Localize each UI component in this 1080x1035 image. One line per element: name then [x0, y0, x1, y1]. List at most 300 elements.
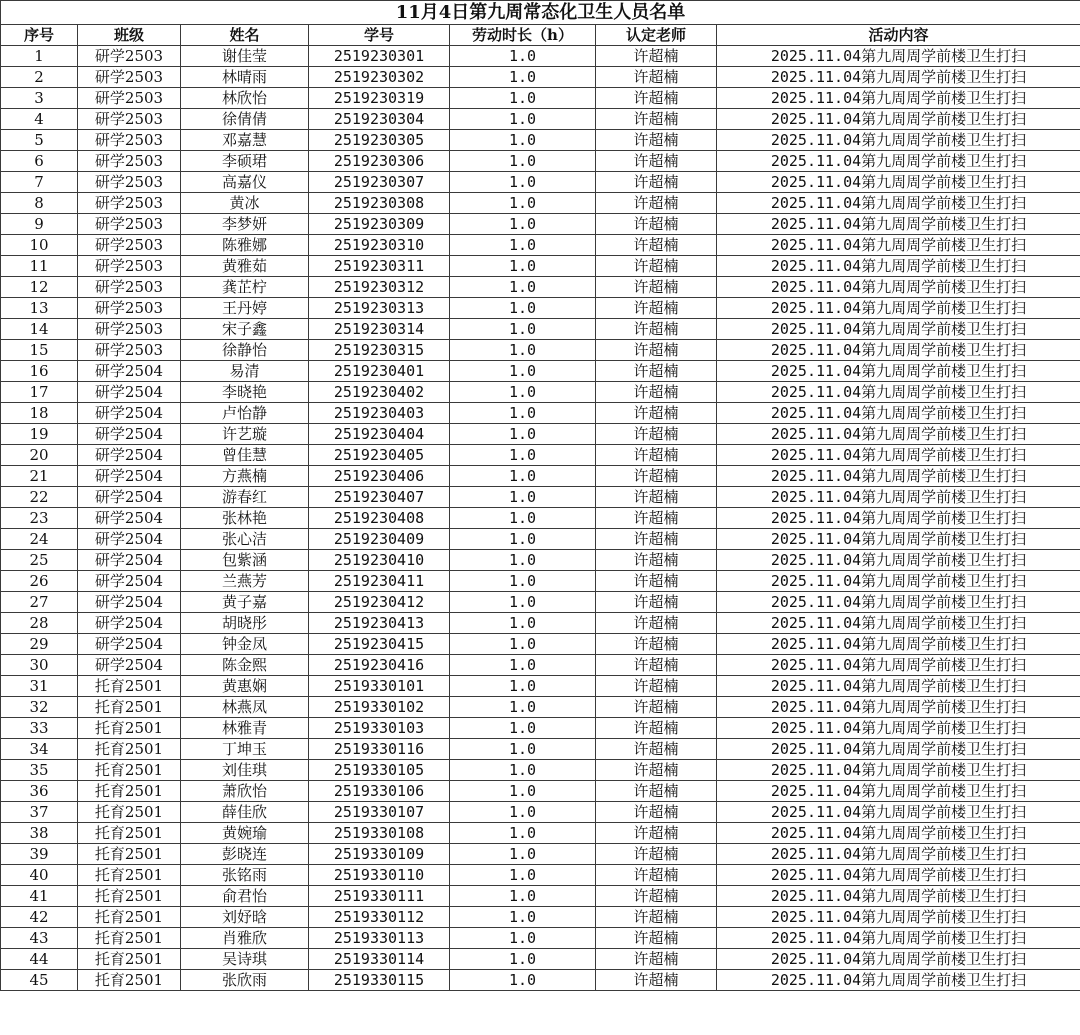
cell-activity: 2025.11.04第九周周学前楼卫生打扫: [717, 46, 1080, 67]
cell-activity: 2025.11.04第九周周学前楼卫生打扫: [717, 235, 1080, 256]
cell-name: 丁坤玉: [181, 739, 309, 760]
cell-class: 托育2501: [78, 886, 181, 907]
cell-teacher: 许超楠: [596, 571, 717, 592]
cell-name: 李晓艳: [181, 382, 309, 403]
cell-student-id: 2519230319: [309, 88, 450, 109]
cell-hours: 1.0: [450, 613, 596, 634]
cell-name: 刘妤晗: [181, 907, 309, 928]
cell-activity: 2025.11.04第九周周学前楼卫生打扫: [717, 403, 1080, 424]
cell-class: 托育2501: [78, 802, 181, 823]
cell-hours: 1.0: [450, 130, 596, 151]
cell-activity: 2025.11.04第九周周学前楼卫生打扫: [717, 508, 1080, 529]
cell-activity: 2025.11.04第九周周学前楼卫生打扫: [717, 886, 1080, 907]
table-row: [1, 340, 1080, 361]
cell-class: 托育2501: [78, 928, 181, 949]
cell-index: 8: [1, 193, 78, 214]
table-row: [1, 130, 1080, 151]
cell-hours: 1.0: [450, 508, 596, 529]
cell-hours: 1.0: [450, 781, 596, 802]
cell-teacher: 许超楠: [596, 823, 717, 844]
table-row: [1, 739, 1080, 760]
cell-teacher: 许超楠: [596, 193, 717, 214]
cell-index: 42: [1, 907, 78, 928]
cell-class: 研学2504: [78, 613, 181, 634]
cell-student-id: 2519330105: [309, 760, 450, 781]
cell-activity: 2025.11.04第九周周学前楼卫生打扫: [717, 109, 1080, 130]
cell-activity: 2025.11.04第九周周学前楼卫生打扫: [717, 949, 1080, 970]
cell-hours: 1.0: [450, 88, 596, 109]
cell-hours: 1.0: [450, 361, 596, 382]
cell-teacher: 许超楠: [596, 214, 717, 235]
cell-activity: 2025.11.04第九周周学前楼卫生打扫: [717, 613, 1080, 634]
cell-class: 研学2503: [78, 214, 181, 235]
cell-hours: 1.0: [450, 256, 596, 277]
cell-name: 李硕珺: [181, 151, 309, 172]
header-class: 班级: [78, 25, 181, 46]
cell-hours: 1.0: [450, 550, 596, 571]
cell-class: 研学2503: [78, 109, 181, 130]
cell-activity: 2025.11.04第九周周学前楼卫生打扫: [717, 130, 1080, 151]
cell-class: 研学2504: [78, 508, 181, 529]
cell-class: 托育2501: [78, 865, 181, 886]
cell-activity: 2025.11.04第九周周学前楼卫生打扫: [717, 277, 1080, 298]
cell-activity: 2025.11.04第九周周学前楼卫生打扫: [717, 676, 1080, 697]
cell-teacher: 许超楠: [596, 487, 717, 508]
table-row: [1, 676, 1080, 697]
cell-index: 12: [1, 277, 78, 298]
cell-student-id: 2519230306: [309, 151, 450, 172]
cell-hours: 1.0: [450, 193, 596, 214]
cell-index: 19: [1, 424, 78, 445]
cell-name: 张欣雨: [181, 970, 309, 991]
cell-index: 38: [1, 823, 78, 844]
header-teacher: 认定老师: [596, 25, 717, 46]
cell-student-id: 2519330101: [309, 676, 450, 697]
cell-teacher: 许超楠: [596, 634, 717, 655]
cell-student-id: 2519330111: [309, 886, 450, 907]
cell-name: 彭晓连: [181, 844, 309, 865]
cell-activity: 2025.11.04第九周周学前楼卫生打扫: [717, 739, 1080, 760]
table-row: [1, 193, 1080, 214]
cell-student-id: 2519230406: [309, 466, 450, 487]
cell-class: 托育2501: [78, 676, 181, 697]
cell-teacher: 许超楠: [596, 445, 717, 466]
cell-hours: 1.0: [450, 46, 596, 67]
table-row: [1, 256, 1080, 277]
table-row: [1, 529, 1080, 550]
table-row: [1, 571, 1080, 592]
sheet-title: 11月4日第九周常态化卫生人员名单: [0, 0, 1080, 24]
cell-index: 15: [1, 340, 78, 361]
cell-hours: 1.0: [450, 466, 596, 487]
cell-class: 研学2504: [78, 571, 181, 592]
cell-student-id: 2519230410: [309, 550, 450, 571]
cell-hours: 1.0: [450, 235, 596, 256]
header-hours: 劳动时长（h）: [450, 25, 596, 46]
cell-activity: 2025.11.04第九周周学前楼卫生打扫: [717, 760, 1080, 781]
cell-name: 包紫涵: [181, 550, 309, 571]
cell-index: 37: [1, 802, 78, 823]
cell-index: 18: [1, 403, 78, 424]
cell-hours: 1.0: [450, 760, 596, 781]
cell-student-id: 2519230310: [309, 235, 450, 256]
table-row: [1, 886, 1080, 907]
table-row: [1, 844, 1080, 865]
cell-hours: 1.0: [450, 319, 596, 340]
cell-name: 方燕楠: [181, 466, 309, 487]
cell-name: 黄冰: [181, 193, 309, 214]
cell-index: 27: [1, 592, 78, 613]
cell-name: 许艺璇: [181, 424, 309, 445]
cell-student-id: 2519230315: [309, 340, 450, 361]
cell-teacher: 许超楠: [596, 298, 717, 319]
cell-teacher: 许超楠: [596, 613, 717, 634]
cell-class: 托育2501: [78, 718, 181, 739]
cell-name: 胡晓彤: [181, 613, 309, 634]
cell-activity: 2025.11.04第九周周学前楼卫生打扫: [717, 298, 1080, 319]
cell-index: 39: [1, 844, 78, 865]
cell-activity: 2025.11.04第九周周学前楼卫生打扫: [717, 487, 1080, 508]
cell-index: 2: [1, 67, 78, 88]
cell-teacher: 许超楠: [596, 802, 717, 823]
cell-teacher: 许超楠: [596, 781, 717, 802]
cell-hours: 1.0: [450, 109, 596, 130]
table-row: [1, 67, 1080, 88]
table-row: [1, 634, 1080, 655]
table-row: [1, 88, 1080, 109]
cell-hours: 1.0: [450, 172, 596, 193]
cell-index: 30: [1, 655, 78, 676]
cell-activity: 2025.11.04第九周周学前楼卫生打扫: [717, 88, 1080, 109]
cell-index: 16: [1, 361, 78, 382]
cell-index: 34: [1, 739, 78, 760]
cell-student-id: 2519230402: [309, 382, 450, 403]
cell-name: 刘佳琪: [181, 760, 309, 781]
cell-index: 45: [1, 970, 78, 991]
cell-student-id: 2519230314: [309, 319, 450, 340]
cell-student-id: 2519230301: [309, 46, 450, 67]
cell-class: 研学2503: [78, 319, 181, 340]
cell-hours: 1.0: [450, 655, 596, 676]
cell-index: 41: [1, 886, 78, 907]
cell-hours: 1.0: [450, 928, 596, 949]
cell-class: 研学2504: [78, 592, 181, 613]
cell-activity: 2025.11.04第九周周学前楼卫生打扫: [717, 319, 1080, 340]
table-row: [1, 760, 1080, 781]
cell-index: 25: [1, 550, 78, 571]
cell-activity: 2025.11.04第九周周学前楼卫生打扫: [717, 781, 1080, 802]
cell-class: 研学2504: [78, 403, 181, 424]
table-row: [1, 172, 1080, 193]
cell-teacher: 许超楠: [596, 676, 717, 697]
cell-activity: 2025.11.04第九周周学前楼卫生打扫: [717, 592, 1080, 613]
cell-name: 黄雅茹: [181, 256, 309, 277]
cell-teacher: 许超楠: [596, 844, 717, 865]
cell-name: 龚芷柠: [181, 277, 309, 298]
cell-hours: 1.0: [450, 214, 596, 235]
cell-index: 28: [1, 613, 78, 634]
table-row: [1, 781, 1080, 802]
cell-index: 31: [1, 676, 78, 697]
cell-activity: 2025.11.04第九周周学前楼卫生打扫: [717, 529, 1080, 550]
cell-teacher: 许超楠: [596, 67, 717, 88]
cell-index: 10: [1, 235, 78, 256]
cell-index: 20: [1, 445, 78, 466]
cell-class: 研学2503: [78, 130, 181, 151]
cell-class: 托育2501: [78, 844, 181, 865]
cell-index: 4: [1, 109, 78, 130]
cell-teacher: 许超楠: [596, 46, 717, 67]
table-row: [1, 466, 1080, 487]
cell-student-id: 2519330109: [309, 844, 450, 865]
cell-hours: 1.0: [450, 739, 596, 760]
cell-teacher: 许超楠: [596, 172, 717, 193]
cell-student-id: 2519230409: [309, 529, 450, 550]
cell-class: 托育2501: [78, 760, 181, 781]
cell-teacher: 许超楠: [596, 319, 717, 340]
cell-student-id: 2519330115: [309, 970, 450, 991]
table-row: [1, 508, 1080, 529]
cell-name: 黄婉瑜: [181, 823, 309, 844]
header-index: 序号: [1, 25, 78, 46]
header-row: [1, 25, 1080, 46]
cell-student-id: 2519230313: [309, 298, 450, 319]
cell-student-id: 2519230416: [309, 655, 450, 676]
cell-student-id: 2519330107: [309, 802, 450, 823]
table-row: [1, 361, 1080, 382]
cell-teacher: 许超楠: [596, 739, 717, 760]
cell-teacher: 许超楠: [596, 361, 717, 382]
cell-name: 林燕凤: [181, 697, 309, 718]
cell-teacher: 许超楠: [596, 907, 717, 928]
cell-student-id: 2519230305: [309, 130, 450, 151]
cell-activity: 2025.11.04第九周周学前楼卫生打扫: [717, 172, 1080, 193]
cell-index: 1: [1, 46, 78, 67]
cell-hours: 1.0: [450, 718, 596, 739]
cell-teacher: 许超楠: [596, 109, 717, 130]
cell-class: 研学2504: [78, 634, 181, 655]
table-row: [1, 550, 1080, 571]
cell-name: 张铭雨: [181, 865, 309, 886]
cell-index: 23: [1, 508, 78, 529]
cell-class: 研学2503: [78, 340, 181, 361]
cell-hours: 1.0: [450, 823, 596, 844]
cell-student-id: 2519230304: [309, 109, 450, 130]
cell-name: 黄子嘉: [181, 592, 309, 613]
cell-index: 13: [1, 298, 78, 319]
cell-index: 35: [1, 760, 78, 781]
cell-teacher: 许超楠: [596, 235, 717, 256]
table-row: [1, 46, 1080, 67]
cell-class: 研学2504: [78, 466, 181, 487]
cell-index: 43: [1, 928, 78, 949]
cell-student-id: 2519330102: [309, 697, 450, 718]
cell-teacher: 许超楠: [596, 592, 717, 613]
cell-class: 研学2503: [78, 151, 181, 172]
cell-student-id: 2519330114: [309, 949, 450, 970]
cell-name: 高嘉仪: [181, 172, 309, 193]
cell-name: 谢佳莹: [181, 46, 309, 67]
cell-student-id: 2519330103: [309, 718, 450, 739]
cell-class: 研学2503: [78, 193, 181, 214]
cell-name: 陈雅娜: [181, 235, 309, 256]
cell-activity: 2025.11.04第九周周学前楼卫生打扫: [717, 550, 1080, 571]
cell-student-id: 2519330108: [309, 823, 450, 844]
cell-index: 29: [1, 634, 78, 655]
cell-class: 研学2504: [78, 445, 181, 466]
cell-name: 林晴雨: [181, 67, 309, 88]
cell-activity: 2025.11.04第九周周学前楼卫生打扫: [717, 214, 1080, 235]
table-row: [1, 592, 1080, 613]
cell-hours: 1.0: [450, 802, 596, 823]
cell-hours: 1.0: [450, 907, 596, 928]
cell-index: 36: [1, 781, 78, 802]
cell-index: 14: [1, 319, 78, 340]
cell-hours: 1.0: [450, 844, 596, 865]
table-row: [1, 109, 1080, 130]
cell-index: 11: [1, 256, 78, 277]
cell-hours: 1.0: [450, 949, 596, 970]
cell-student-id: 2519230405: [309, 445, 450, 466]
table-row: [1, 718, 1080, 739]
cell-hours: 1.0: [450, 382, 596, 403]
cell-activity: 2025.11.04第九周周学前楼卫生打扫: [717, 256, 1080, 277]
cell-hours: 1.0: [450, 67, 596, 88]
cell-student-id: 2519230308: [309, 193, 450, 214]
cell-activity: 2025.11.04第九周周学前楼卫生打扫: [717, 865, 1080, 886]
cell-index: 9: [1, 214, 78, 235]
table-row: [1, 697, 1080, 718]
cell-hours: 1.0: [450, 592, 596, 613]
table-row: [1, 214, 1080, 235]
cell-teacher: 许超楠: [596, 424, 717, 445]
cell-student-id: 2519330106: [309, 781, 450, 802]
cell-index: 17: [1, 382, 78, 403]
cell-activity: 2025.11.04第九周周学前楼卫生打扫: [717, 718, 1080, 739]
cell-hours: 1.0: [450, 298, 596, 319]
cell-teacher: 许超楠: [596, 697, 717, 718]
cell-activity: 2025.11.04第九周周学前楼卫生打扫: [717, 445, 1080, 466]
cell-activity: 2025.11.04第九周周学前楼卫生打扫: [717, 655, 1080, 676]
cell-student-id: 2519230407: [309, 487, 450, 508]
cell-teacher: 许超楠: [596, 928, 717, 949]
cell-hours: 1.0: [450, 403, 596, 424]
table-row: [1, 823, 1080, 844]
cell-name: 徐倩倩: [181, 109, 309, 130]
cell-class: 研学2503: [78, 235, 181, 256]
cell-class: 研学2503: [78, 88, 181, 109]
cell-hours: 1.0: [450, 445, 596, 466]
cell-name: 徐静怡: [181, 340, 309, 361]
cell-class: 研学2503: [78, 256, 181, 277]
cell-teacher: 许超楠: [596, 886, 717, 907]
cell-student-id: 2519230309: [309, 214, 450, 235]
header-name: 姓名: [181, 25, 309, 46]
cell-teacher: 许超楠: [596, 403, 717, 424]
cell-activity: 2025.11.04第九周周学前楼卫生打扫: [717, 424, 1080, 445]
table-row: [1, 424, 1080, 445]
cell-class: 托育2501: [78, 907, 181, 928]
table-row: [1, 445, 1080, 466]
cell-teacher: 许超楠: [596, 655, 717, 676]
cell-name: 陈金熙: [181, 655, 309, 676]
cell-name: 钟金凤: [181, 634, 309, 655]
cell-class: 研学2503: [78, 67, 181, 88]
table-row: [1, 907, 1080, 928]
header-student-id: 学号: [309, 25, 450, 46]
cell-name: 兰燕芳: [181, 571, 309, 592]
cell-activity: 2025.11.04第九周周学前楼卫生打扫: [717, 340, 1080, 361]
cell-name: 肖雅欣: [181, 928, 309, 949]
table-row: [1, 151, 1080, 172]
table-row: [1, 235, 1080, 256]
cell-activity: 2025.11.04第九周周学前楼卫生打扫: [717, 67, 1080, 88]
cell-student-id: 2519330116: [309, 739, 450, 760]
cell-activity: 2025.11.04第九周周学前楼卫生打扫: [717, 802, 1080, 823]
cell-student-id: 2519230412: [309, 592, 450, 613]
cell-activity: 2025.11.04第九周周学前楼卫生打扫: [717, 571, 1080, 592]
cell-index: 44: [1, 949, 78, 970]
cell-name: 萧欣怡: [181, 781, 309, 802]
cell-student-id: 2519230411: [309, 571, 450, 592]
table-row: [1, 949, 1080, 970]
table-row: [1, 382, 1080, 403]
cell-hours: 1.0: [450, 277, 596, 298]
cell-student-id: 2519330110: [309, 865, 450, 886]
cell-index: 32: [1, 697, 78, 718]
cell-teacher: 许超楠: [596, 466, 717, 487]
cell-hours: 1.0: [450, 634, 596, 655]
cell-name: 林欣怡: [181, 88, 309, 109]
header-activity: 活动内容: [717, 25, 1080, 46]
cell-student-id: 2519230311: [309, 256, 450, 277]
cell-activity: 2025.11.04第九周周学前楼卫生打扫: [717, 151, 1080, 172]
cell-teacher: 许超楠: [596, 508, 717, 529]
cell-class: 托育2501: [78, 823, 181, 844]
cell-activity: 2025.11.04第九周周学前楼卫生打扫: [717, 634, 1080, 655]
cell-class: 托育2501: [78, 949, 181, 970]
cell-student-id: 2519230413: [309, 613, 450, 634]
cell-teacher: 许超楠: [596, 718, 717, 739]
cell-name: 易清: [181, 361, 309, 382]
table-row: [1, 655, 1080, 676]
cell-class: 研学2504: [78, 655, 181, 676]
cell-name: 卢怡静: [181, 403, 309, 424]
table-row: [1, 802, 1080, 823]
cell-index: 26: [1, 571, 78, 592]
cell-class: 研学2504: [78, 382, 181, 403]
cell-activity: 2025.11.04第九周周学前楼卫生打扫: [717, 907, 1080, 928]
cell-student-id: 2519230307: [309, 172, 450, 193]
cell-class: 研学2504: [78, 424, 181, 445]
table-row: [1, 277, 1080, 298]
cell-activity: 2025.11.04第九周周学前楼卫生打扫: [717, 361, 1080, 382]
cell-teacher: 许超楠: [596, 949, 717, 970]
cell-activity: 2025.11.04第九周周学前楼卫生打扫: [717, 193, 1080, 214]
cell-index: 6: [1, 151, 78, 172]
table-row: [1, 970, 1080, 991]
cell-hours: 1.0: [450, 970, 596, 991]
cell-name: 曾佳慧: [181, 445, 309, 466]
table-row: [1, 487, 1080, 508]
cell-class: 研学2504: [78, 361, 181, 382]
cell-activity: 2025.11.04第九周周学前楼卫生打扫: [717, 844, 1080, 865]
cell-teacher: 许超楠: [596, 277, 717, 298]
cell-class: 研学2503: [78, 172, 181, 193]
cell-name: 宋子鑫: [181, 319, 309, 340]
cell-hours: 1.0: [450, 571, 596, 592]
cell-name: 张林艳: [181, 508, 309, 529]
